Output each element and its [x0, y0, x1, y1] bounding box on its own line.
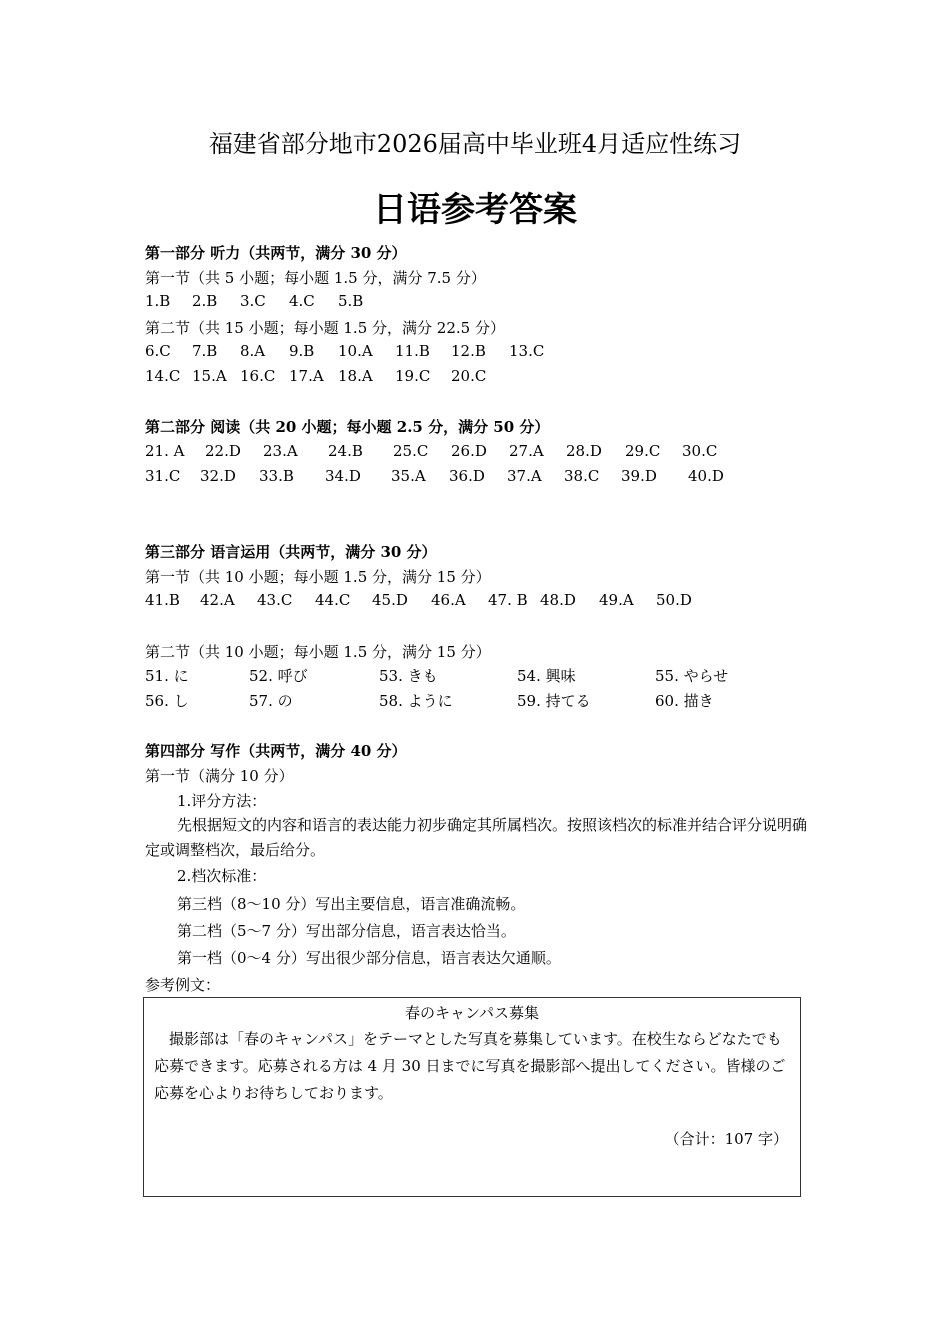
answer: 18.A: [338, 367, 373, 385]
answer: 20.C: [451, 367, 487, 385]
answer: 30.C: [682, 442, 718, 460]
answer: 2.B: [192, 292, 218, 310]
answer: 16.C: [240, 367, 276, 385]
answer: 58. ように: [379, 692, 453, 710]
answer: 35.A: [391, 467, 426, 485]
answer: 17.A: [289, 367, 324, 385]
part1-heading: 第一部分 听力（共两节，满分 30 分）: [145, 244, 407, 262]
method-text: 先根据短文的内容和语言的表达能力初步确定其所属档次。按照该档次的标准并结合评分说明确定或调整档次，最后给分。: [145, 816, 808, 859]
answer: 14.C: [145, 367, 181, 385]
answer: 45.D: [372, 591, 408, 609]
level-2: 第二档（5～7 分）写出部分信息，语言表达恰当。: [177, 922, 516, 940]
answer: 50.D: [656, 591, 692, 609]
answer: 26.D: [451, 442, 487, 460]
sample-essay-box: [143, 997, 801, 1197]
answer: 41.B: [145, 591, 180, 609]
answer: 22.D: [205, 442, 241, 460]
answer: 29.C: [625, 442, 661, 460]
answer: 39.D: [621, 467, 657, 485]
answer: 52. 呼び: [249, 667, 308, 685]
standard-label: 2.档次标准：: [177, 867, 267, 885]
answer: 21. A: [145, 442, 185, 460]
answer: 27.A: [509, 442, 544, 460]
answer: 4.C: [289, 292, 315, 310]
answer: 9.B: [289, 342, 315, 360]
answer: 24.B: [328, 442, 363, 460]
answer: 1.B: [145, 292, 171, 310]
answer: 43.C: [257, 591, 293, 609]
answer: 47. B: [488, 591, 528, 609]
answer: 40.D: [688, 467, 724, 485]
answer: 13.C: [509, 342, 545, 360]
answer: 33.B: [259, 467, 294, 485]
part4-sec1-heading: 第一节（满分 10 分）: [145, 767, 294, 785]
answer: 59. 持てる: [517, 692, 591, 710]
part2-heading: 第二部分 阅读（共 20 小题；每小题 2.5 分，满分 50 分）: [145, 418, 550, 436]
answer: 15.A: [192, 367, 227, 385]
answer: 8.A: [240, 342, 266, 360]
answer: 56. し: [145, 692, 189, 710]
part1-sec1-heading: 第一节（共 5 小题；每小题 1.5 分，满分 7.5 分）: [145, 269, 486, 287]
answer: 49.A: [599, 591, 634, 609]
answer: 28.D: [566, 442, 602, 460]
answer: 23.A: [263, 442, 298, 460]
part1-sec2-heading: 第二节（共 15 小题；每小题 1.5 分，满分 22.5 分）: [145, 319, 505, 337]
part3-sec1-heading: 第一节（共 10 小题；每小题 1.5 分，满分 15 分）: [145, 568, 491, 586]
answer: 57. の: [249, 692, 293, 710]
answer: 55. やらせ: [655, 667, 729, 685]
sample-title: 春のキャンパス募集: [405, 1004, 539, 1022]
document-title: 福建省部分地市2026届高中毕业班4月适应性练习: [208, 130, 742, 158]
answer: 60. 描き: [655, 692, 714, 710]
answer: 46.A: [431, 591, 466, 609]
method-label: 1.评分方法：: [177, 792, 267, 810]
level-1: 第一档（0～4 分）写出很少部分信息，语言表达欠通顺。: [177, 949, 561, 967]
sample-word-count: （合计：107 字）: [664, 1130, 788, 1148]
sample-text: 撮影部は「春のキャンパス」をテーマとした写真を募集しています。在校生ならどなたでも応募できます。応募される方は 4 月 30 日までに写真を撮影部へ提出してください。皆様のご応募を心よりお待ちしております。: [154, 1030, 786, 1102]
answer: 7.B: [192, 342, 218, 360]
answer: 54. 興味: [517, 667, 576, 685]
part4-heading: 第四部分 写作（共两节，满分 40 分）: [145, 742, 407, 760]
answer: 53. きも: [379, 667, 438, 685]
answer: 11.B: [395, 342, 430, 360]
answer: 44.C: [315, 591, 351, 609]
part3-sec2-heading: 第二节（共 10 小题；每小题 1.5 分，满分 15 分）: [145, 643, 491, 661]
answer: 37.A: [507, 467, 542, 485]
answer: 3.C: [240, 292, 266, 310]
answer: 5.B: [338, 292, 364, 310]
answer: 42.A: [200, 591, 235, 609]
answer: 48.D: [540, 591, 576, 609]
part3-heading: 第三部分 语言运用（共两节，满分 30 分）: [145, 543, 437, 561]
answer: 51. に: [145, 667, 189, 685]
answer: 38.C: [564, 467, 600, 485]
sample-label: 参考例文：: [145, 976, 221, 994]
answer: 25.C: [393, 442, 429, 460]
document-subtitle: 日语参考答案: [373, 190, 577, 230]
answer: 6.C: [145, 342, 171, 360]
answer: 10.A: [338, 342, 373, 360]
answer: 19.C: [395, 367, 431, 385]
level-3: 第三档（8～10 分）写出主要信息，语言准确流畅。: [177, 895, 526, 913]
answer: 34.D: [325, 467, 361, 485]
answer: 32.D: [200, 467, 236, 485]
answer: 36.D: [449, 467, 485, 485]
answer: 12.B: [451, 342, 486, 360]
answer: 31.C: [145, 467, 181, 485]
